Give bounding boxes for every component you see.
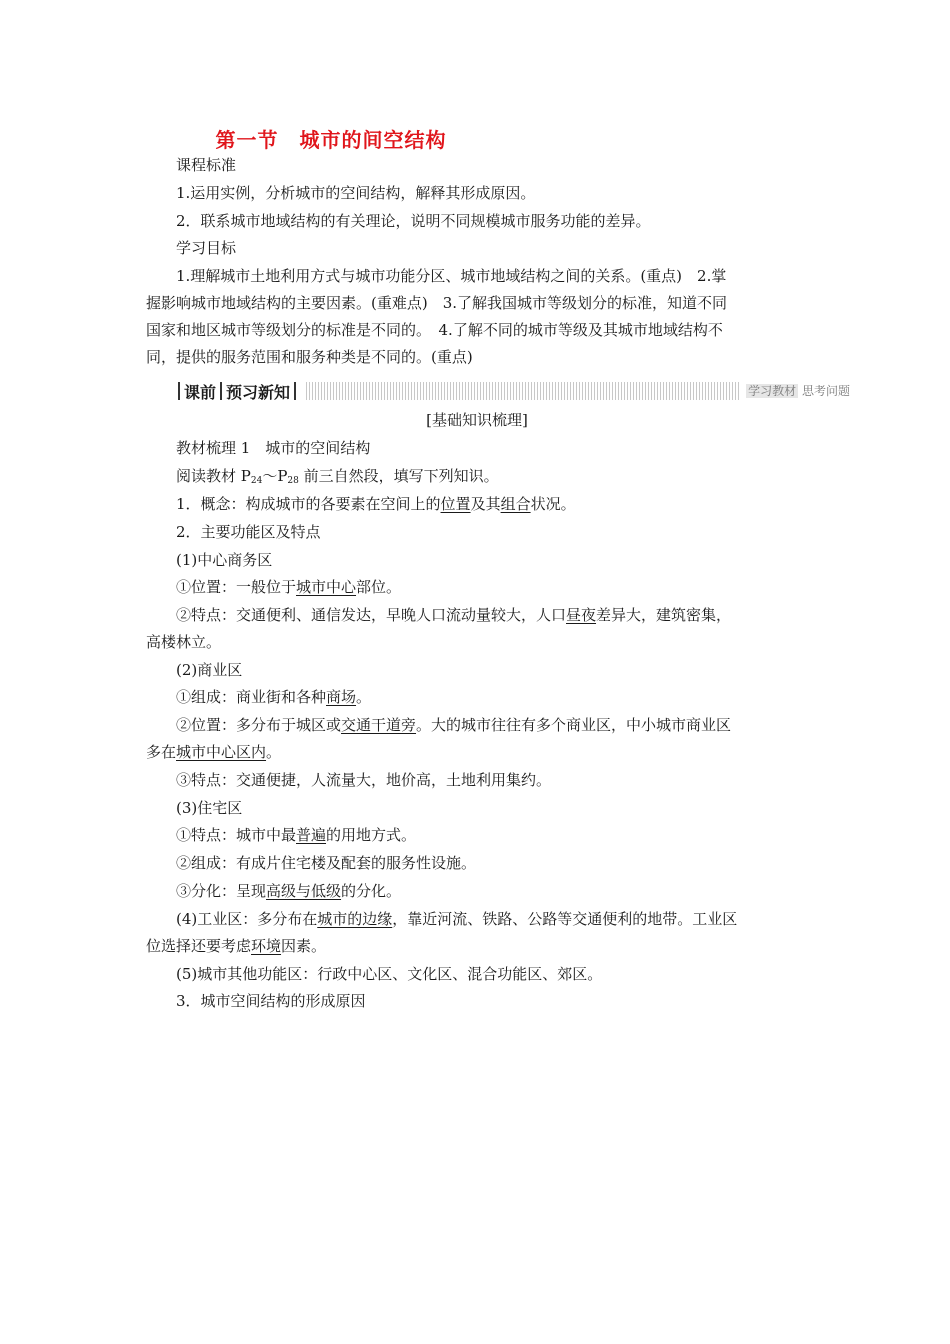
text-span: 的分化。: [341, 882, 402, 900]
text-span: 的用地方式。: [326, 826, 417, 844]
text-span: ，靠近河流、铁路、公路等交通便利的地带。工业区: [392, 910, 738, 928]
answer-blank: 普遍: [296, 826, 327, 844]
text-line: 教材梳理 1 城市的空间结构: [176, 439, 371, 457]
text-line: 2．主要功能区及特点: [176, 523, 321, 541]
text-span: ③分化：呈现: [176, 882, 267, 900]
answer-blank: 组合: [500, 495, 531, 513]
text-span: 前三自然段，填写下列知识。: [298, 467, 499, 485]
text-span: 位选择还要考虑: [146, 937, 252, 955]
banner-divider: [220, 382, 222, 400]
text-span: 。大的城市往往有多个商业区，中小城市商业区: [416, 716, 732, 734]
text-line: 3．城市空间结构的形成原因: [176, 992, 366, 1010]
banner-divider: [294, 382, 296, 400]
text-span: 1．概念：构成城市的各要素在空间上的: [176, 495, 441, 513]
banner-tag-b: 思考问题: [801, 384, 850, 398]
text-span: ①特点：城市中最: [176, 826, 297, 844]
banner-left: [174, 380, 306, 402]
text-line: [146, 466, 838, 491]
text-line: [146, 825, 838, 845]
text-line: [146, 909, 838, 929]
answer-blank: 城市的边缘: [317, 910, 393, 928]
text-line: [146, 494, 838, 514]
text-line: ②组成：有成片住宅楼及配套的服务性设施。: [176, 854, 477, 872]
text-line: [146, 881, 838, 901]
answer-blank: 商场: [326, 688, 357, 706]
subscript: 24: [250, 476, 263, 486]
section-heading: [基础知识梳理]: [426, 411, 528, 429]
text-span: 状况。: [530, 495, 576, 513]
banner-divider: [178, 382, 180, 400]
goals-heading: 学习目标: [176, 239, 237, 257]
goals-line-3: 国家和地区城市等级划分的标准是不同的。 4.了解不同的城市等级及其城市地域结构不: [146, 321, 723, 339]
text-span: 阅读教材 P: [176, 467, 251, 485]
text-line: [146, 687, 838, 707]
answer-blank: 交通干道旁: [341, 716, 417, 734]
answer-blank: 高级与低级: [266, 882, 342, 900]
text-line: (3)住宅区: [176, 799, 243, 817]
text-span: 因素。: [281, 937, 327, 955]
text-line: [146, 577, 838, 597]
text-line: (2)商业区: [176, 661, 243, 679]
text-span: ①位置：一般位于: [176, 578, 297, 596]
text-span: 差异大，建筑密集，: [596, 606, 732, 624]
text-span: 。: [266, 743, 282, 761]
goals-line-4: 同，提供的服务范围和服务种类是不同的。(重点): [146, 348, 473, 366]
text-span: (4)工业区：多分布在: [176, 910, 318, 928]
text-span: 多在: [146, 743, 177, 761]
text-line: [146, 936, 808, 956]
text-span: ②特点：交通便利、通信发达，早晚人口流动量较大，人口: [176, 606, 567, 624]
answer-blank: 城市中心: [296, 578, 357, 596]
answer-blank: 昼夜: [566, 606, 597, 624]
section-banner: [174, 380, 850, 404]
standard-item-2: 2．联系城市地域结构的有关理论，说明不同规模城市服务功能的差异。: [176, 212, 651, 230]
text-span: 部位。: [356, 578, 402, 596]
text-line: 高楼林立。: [146, 633, 222, 651]
answer-blank: 位置: [440, 495, 471, 513]
text-line: [146, 605, 838, 625]
banner-right: [740, 382, 850, 400]
text-span: 。: [356, 688, 372, 706]
text-line: (5)城市其他功能区：行政中心区、文化区、混合功能区、郊区。: [176, 965, 603, 983]
text-line: [146, 715, 838, 735]
goals-line-2: 握影响城市地域结构的主要因素。(重难点) 3.了解我国城市等级划分的标准，知道不同: [146, 294, 728, 312]
text-line: ③特点：交通便捷，人流量大，地价高，土地利用集约。: [176, 771, 552, 789]
text-span: 及其: [470, 495, 501, 513]
text-line: (1)中心商务区: [176, 551, 273, 569]
page-title: 第一节 城市的间空结构: [215, 128, 447, 152]
subscript: 28: [287, 476, 299, 486]
text-span: ①组成：商业街和各种: [176, 688, 327, 706]
text-span: ②位置：多分布于城区或: [176, 716, 342, 734]
standard-item-1: 1.运用实例，分析城市的空间结构，解释其形成原因。: [176, 184, 536, 202]
answer-blank: 城市中心区内: [176, 743, 267, 761]
goals-line-1: 1.理解城市土地利用方式与城市功能分区、城市地域结构之间的关系。(重点) 2.掌: [176, 267, 727, 285]
answer-blank: 环境: [251, 937, 282, 955]
text-span: ～P: [262, 467, 288, 485]
standard-heading: 课程标准: [176, 156, 237, 174]
banner-label-b: 预习新知: [226, 382, 291, 402]
banner-label-a: 课前: [184, 382, 217, 402]
text-line: [146, 742, 808, 762]
banner-tag-a: 学习教材: [748, 384, 797, 398]
